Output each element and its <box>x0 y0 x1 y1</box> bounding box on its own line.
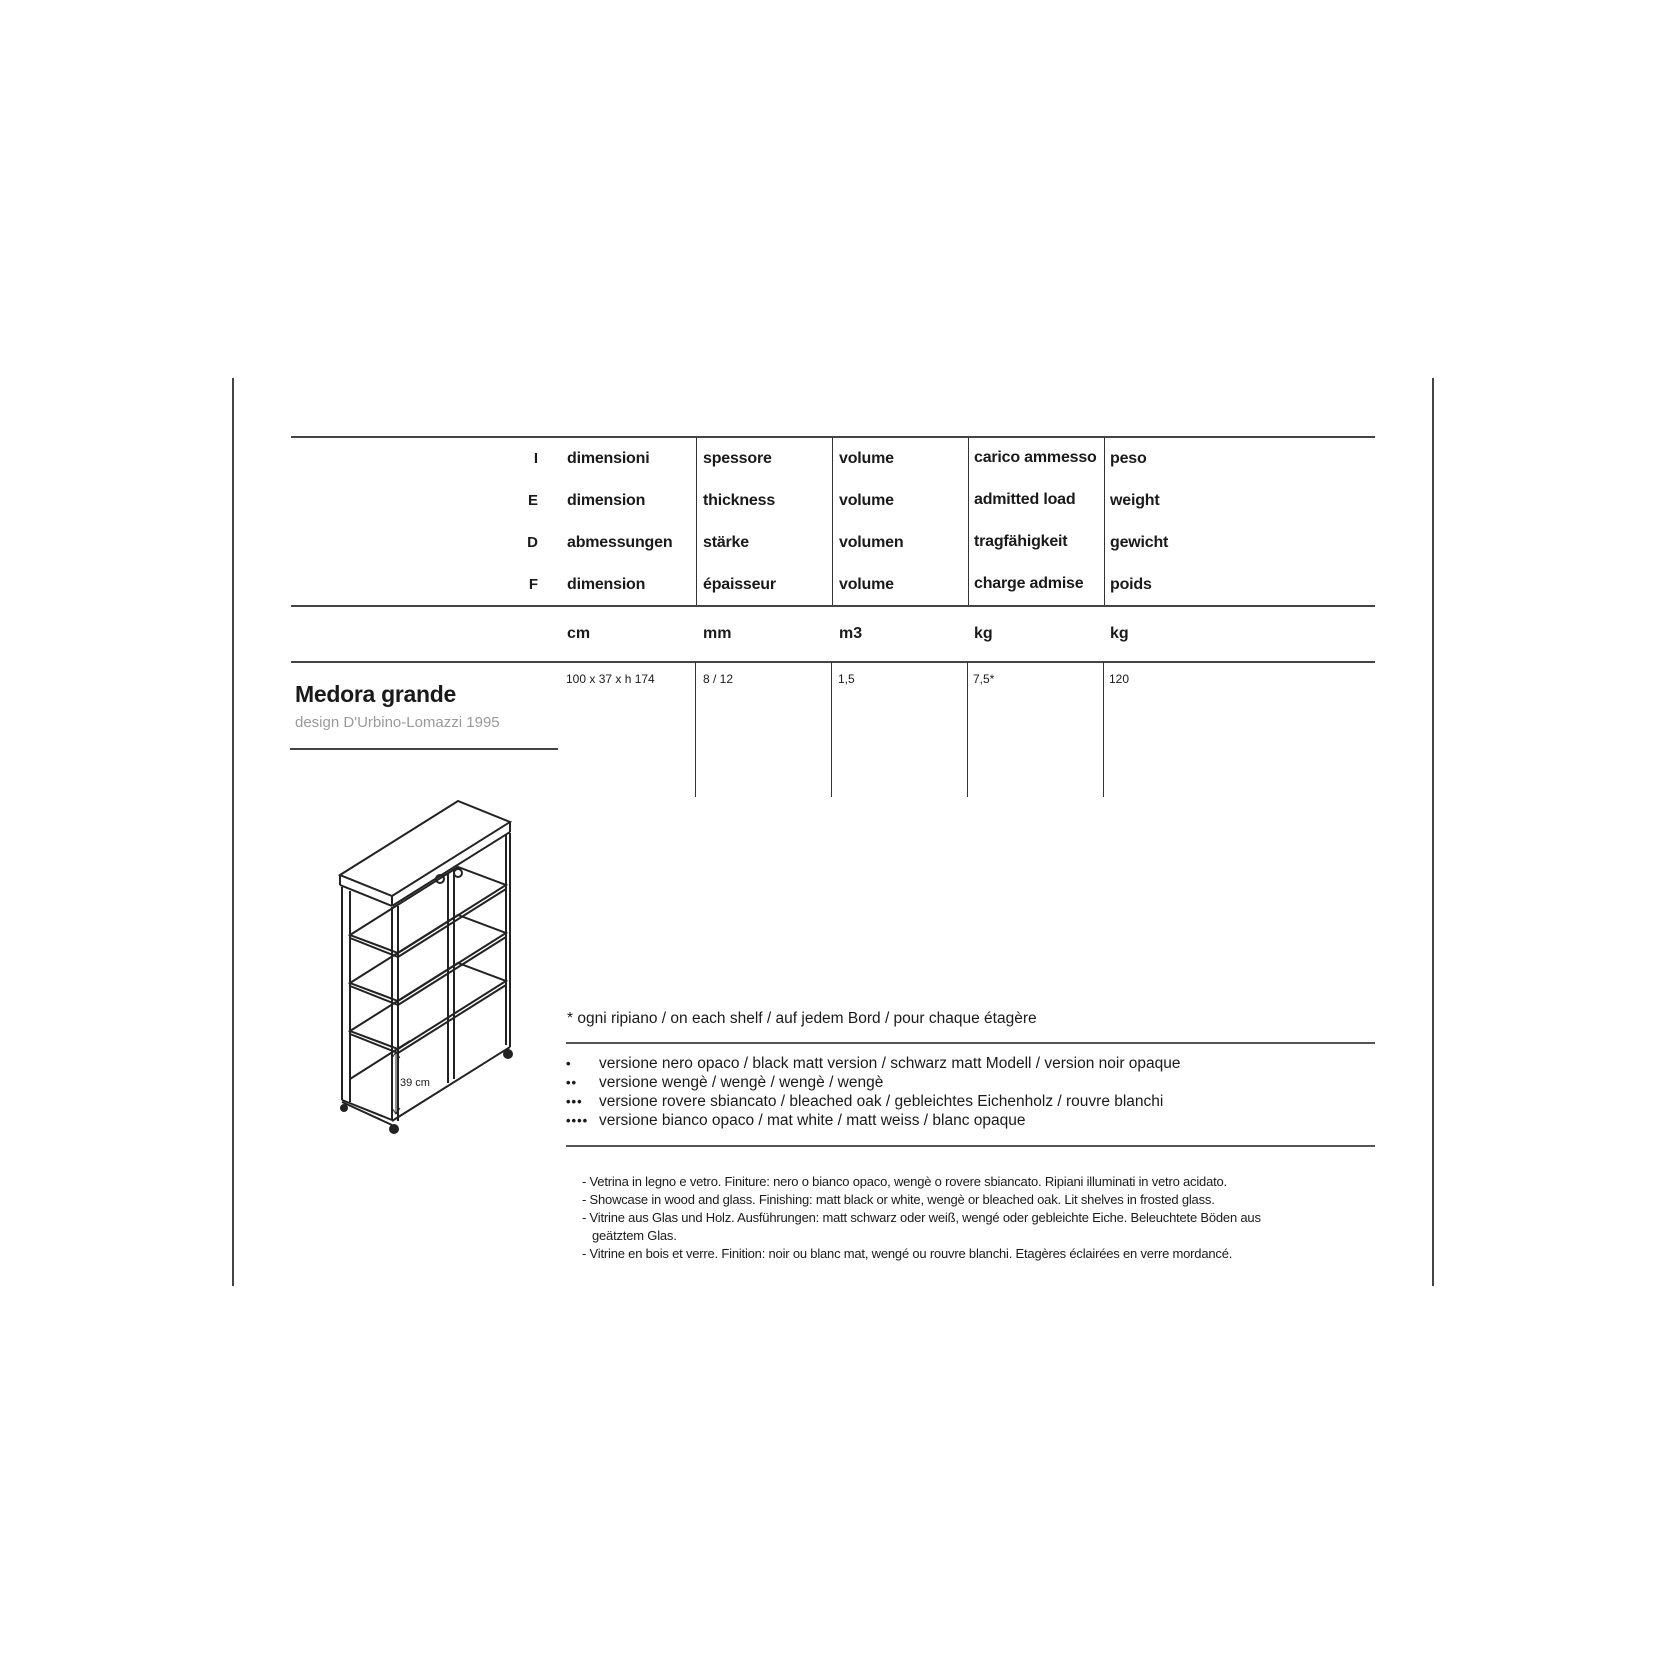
header-weight: peso <box>1110 450 1147 467</box>
product-designer: design D'Urbino-Lomazzi 1995 <box>295 714 500 731</box>
header-thickness: thickness <box>703 492 776 509</box>
version-text: versione nero opaco / black matt version / schwarz matt Modell / version noir opaque <box>599 1055 1181 1072</box>
right-border-line <box>1432 378 1434 1286</box>
unit-load: kg <box>974 625 993 642</box>
table-top-rule <box>291 436 1375 438</box>
unit-dimensions: cm <box>567 625 591 642</box>
header-weight: weight <box>1110 492 1160 509</box>
language-code: E <box>527 492 538 509</box>
value-load: 7,5* <box>973 672 995 686</box>
header-dimensions: dimensioni <box>567 450 650 467</box>
header-volume: volume <box>839 576 894 593</box>
version-text: versione bianco opaco / mat white / matt weiss / blanc opaque <box>599 1112 1026 1129</box>
description-fr: - Vitrine en bois et verre. Finition: noir ou blanc mat, wengé ou rouvre blanchi. Etagères éclairées en verre mordancé. <box>582 1246 1233 1261</box>
version-marker: •••• <box>566 1113 589 1128</box>
header-volume: volume <box>839 450 894 467</box>
column-divider <box>696 437 697 605</box>
version-marker: ••• <box>566 1094 583 1109</box>
column-divider <box>968 437 969 605</box>
header-dimensions: dimension <box>567 492 646 509</box>
version-marker: •• <box>566 1075 578 1090</box>
value-thickness: 8 / 12 <box>703 672 734 686</box>
column-divider <box>831 662 832 797</box>
language-code: I <box>533 450 538 467</box>
header-dimensions: dimension <box>567 576 646 593</box>
shelf-load-footnote: * ogni ripiano / on each shelf / auf jedem Bord / pour chaque étagère <box>567 1010 1037 1027</box>
description-en: - Showcase in wood and glass. Finishing: matt black or white, wengè or bleached oak. Lit shelves in frosted glass. <box>582 1192 1215 1207</box>
unit-weight: kg <box>1110 625 1129 642</box>
header-weight: poids <box>1110 576 1152 593</box>
value-volume: 1,5 <box>838 672 855 686</box>
version-text: versione rovere sbiancato / bleached oak / gebleichtes Eichenholz / rouvre blanchi <box>599 1093 1164 1110</box>
version-text: versione wengè / wengè / wengè / wengè <box>599 1074 884 1091</box>
footnote-rule <box>566 1042 1375 1044</box>
showcase-drawing <box>330 795 520 1140</box>
header-load: charge admise <box>974 575 1084 592</box>
header-thickness: spessore <box>703 450 772 467</box>
header-weight: gewicht <box>1110 534 1169 551</box>
column-divider <box>1104 437 1105 605</box>
version-marker: • <box>566 1056 572 1071</box>
shelf-height-label: 39 cm <box>400 1077 430 1089</box>
left-border-line <box>232 378 234 1286</box>
versions-rule <box>566 1145 1375 1147</box>
product-title: Medora grande <box>295 681 456 707</box>
table-mid-rule <box>291 605 1375 607</box>
header-load: tragfähigkeit <box>974 533 1068 550</box>
column-divider <box>1103 662 1104 797</box>
language-code: D <box>527 534 538 551</box>
description-de: - Vitrine aus Glas und Holz. Ausführungen: matt schwarz oder weiß, wengé oder gebleichte Eiche. Beleuchtete Böden aus <box>582 1210 1261 1225</box>
unit-volume: m3 <box>839 625 863 642</box>
table-units-rule <box>291 661 1375 663</box>
column-divider <box>695 662 696 797</box>
header-dimensions: abmessungen <box>567 534 673 551</box>
column-divider <box>967 662 968 797</box>
language-code: F <box>528 576 538 593</box>
value-weight: 120 <box>1109 672 1130 686</box>
unit-thickness: mm <box>703 625 732 642</box>
description-it: - Vetrina in legno e vetro. Finiture: nero o bianco opaco, wengè o rovere sbiancato. Ripiani illuminati in vetro acidato. <box>582 1174 1227 1189</box>
value-dimensions: 100 x 37 x h 174 <box>566 672 655 686</box>
title-underline <box>290 748 558 750</box>
column-divider <box>832 437 833 605</box>
header-thickness: stärke <box>703 534 749 551</box>
header-load: carico ammesso <box>974 449 1097 466</box>
header-load: admitted load <box>974 491 1076 508</box>
header-volume: volumen <box>839 534 904 551</box>
description-de-cont: geätztem Glas. <box>592 1228 677 1243</box>
header-thickness: épaisseur <box>703 576 776 593</box>
header-volume: volume <box>839 492 894 509</box>
